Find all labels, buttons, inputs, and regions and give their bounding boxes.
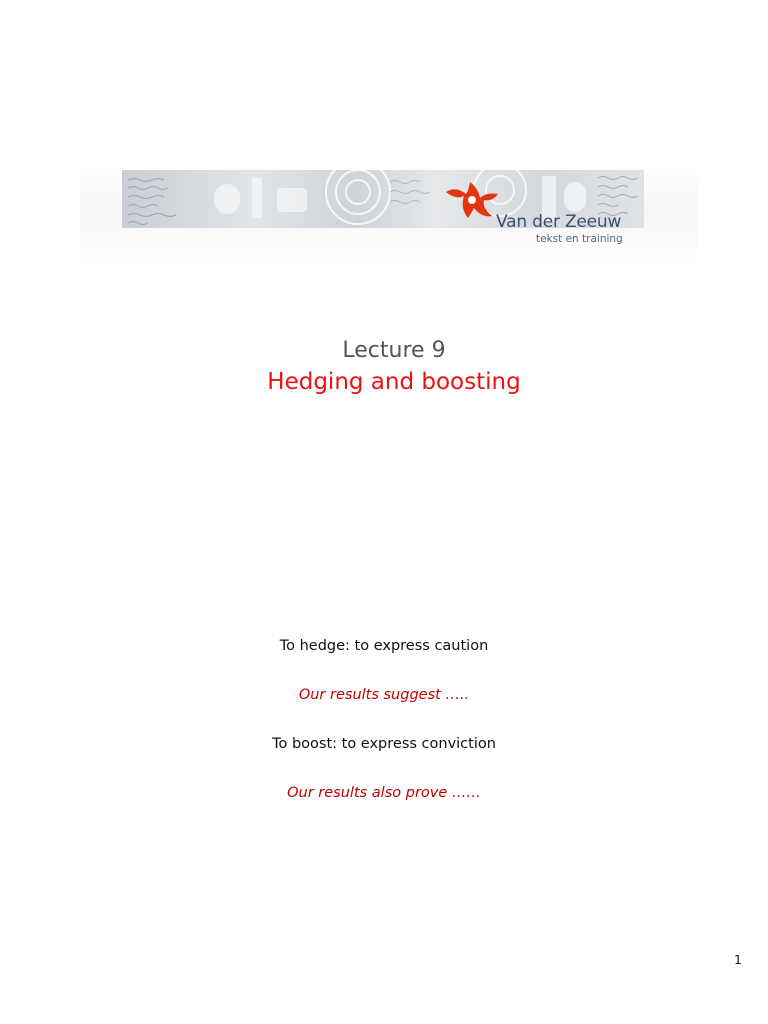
boost-definition: To boost: to express conviction	[272, 736, 496, 752]
logo-mark-icon	[442, 178, 502, 228]
logo-name: Van der Zeeuw	[496, 212, 622, 232]
hedge-example: Our results suggest …..	[298, 687, 470, 703]
hedge-definition: To hedge: to express caution	[279, 638, 489, 654]
boost-example: Our results also prove ……	[287, 785, 481, 801]
page-number: 1	[734, 953, 742, 967]
slide-title: Hedging and boosting	[267, 369, 521, 395]
header-banner	[80, 162, 698, 266]
lecture-label: Lecture 9	[342, 338, 446, 363]
logo-tagline: tekst en training	[536, 233, 623, 245]
company-logo	[442, 170, 642, 250]
